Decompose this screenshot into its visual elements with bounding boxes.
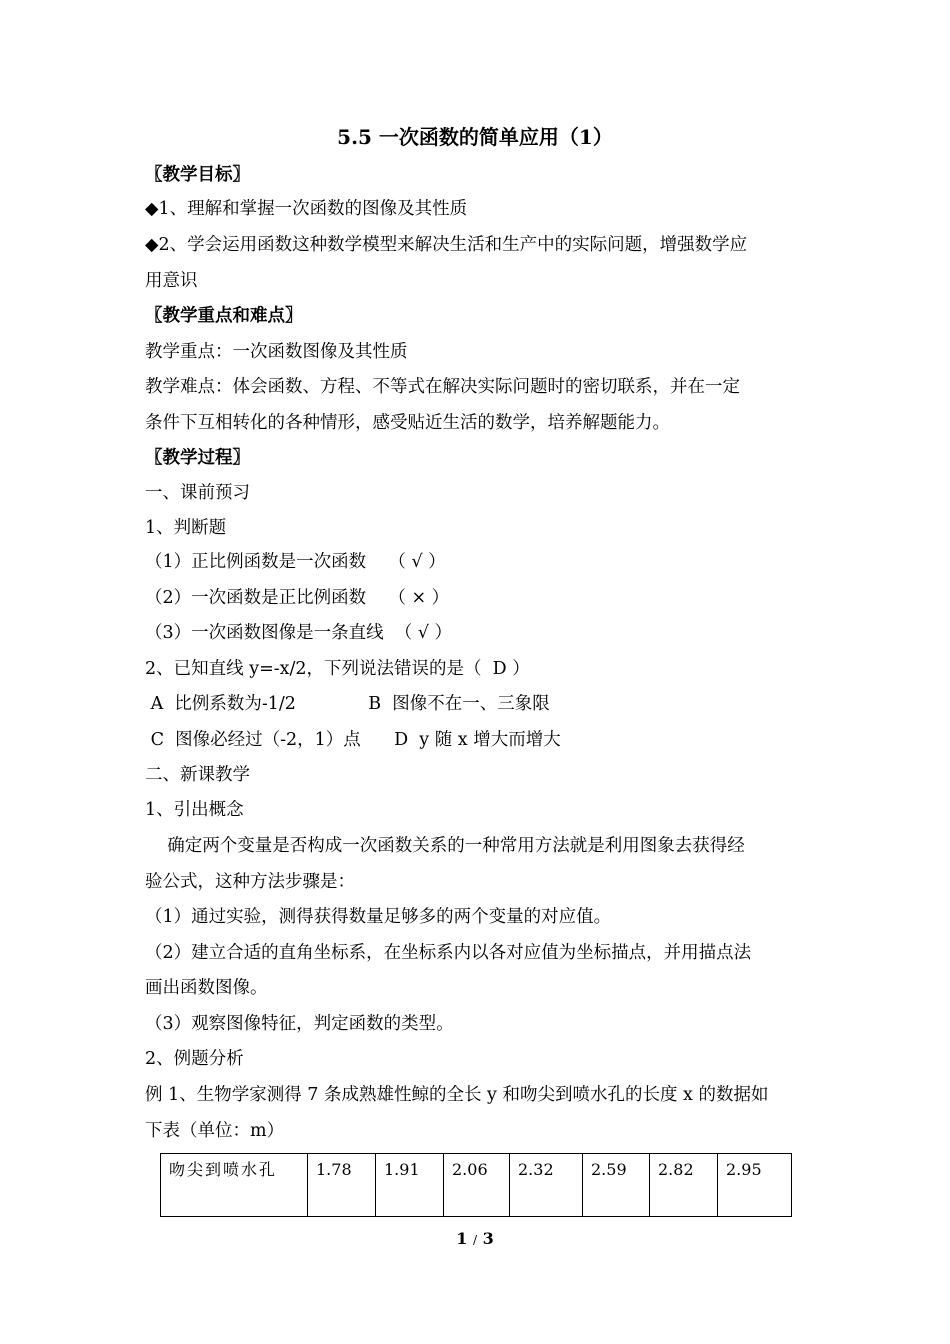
- question-2-options-ab: A 比例系数为-1/2 B 图像不在一、三象限: [145, 694, 550, 714]
- table-cell: 2.32: [510, 1154, 583, 1217]
- question-2: 2、已知直线 y=-x/2，下列说法错误的是（ D ）: [145, 659, 530, 679]
- table-row: [161, 1154, 792, 1217]
- question-1-item-1: （1）正比例函数是一次函数 （ √ ）: [145, 552, 446, 572]
- concept-paragraph-line-1: 确定两个变量是否构成一次函数关系的一种常用方法就是利用图象去获得经: [145, 836, 745, 856]
- table-cell: 1.91: [376, 1154, 444, 1217]
- table-header-cell: 吻尖到喷水孔: [161, 1154, 308, 1217]
- table-cell: 2.06: [444, 1154, 510, 1217]
- page-number: [0, 1228, 950, 1251]
- example-heading: 2、例题分析: [145, 1049, 244, 1069]
- difficulty-line-1: 教学难点：体会函数、方程、不等式在解决实际问题时的密切联系，并在一定: [145, 377, 740, 397]
- page-separator: /: [472, 1233, 478, 1247]
- table-cell: 2.59: [583, 1154, 650, 1217]
- step-1: （1）通过实验，测得获得数量足够多的两个变量的对应值。: [145, 907, 612, 927]
- key-point: 教学重点：一次函数图像及其性质: [145, 342, 408, 362]
- concept-heading: 1、引出概念: [145, 800, 244, 820]
- example-1-line-1: 例 1、生物学家测得 7 条成熟雄性鲸的全长 y 和吻尖到喷水孔的长度 x 的数据如: [145, 1085, 769, 1105]
- page-title: 5.5 一次函数的简单应用（1）: [337, 125, 613, 149]
- table-cell: 2.95: [718, 1154, 792, 1217]
- difficulty-line-2: 条件下互相转化的各种情形，感受贴近生活的数学，培养解题能力。: [145, 413, 670, 433]
- total-pages: 3: [482, 1229, 494, 1248]
- question-1-item-2: （2）一次函数是正比例函数 （ × ）: [145, 588, 450, 608]
- table-cell: 2.82: [650, 1154, 718, 1217]
- concept-paragraph-line-2: 验公式，这种方法步骤是：: [145, 872, 355, 892]
- step-2-line-1: （2）建立合适的直角坐标系，在坐标系内以各对应值为坐标描点，并用描点法: [145, 943, 752, 963]
- table-cell: 1.78: [308, 1154, 376, 1217]
- step-3: （3）观察图像特征，判定函数的类型。: [145, 1014, 454, 1034]
- key-difficulty-heading: 〖教学重点和难点〗: [145, 306, 303, 326]
- part-2-heading: 二、新课教学: [145, 765, 250, 785]
- goal-2-line-1: ◆2、学会运用函数这种数学模型来解决生活和生产中的实际问题，增强数学应: [145, 235, 748, 255]
- example-1-line-2: 下表（单位：m）: [145, 1121, 285, 1141]
- process-heading: 〖教学过程〗: [145, 448, 250, 468]
- goals-heading: 〖教学目标〗: [145, 165, 250, 185]
- question-2-options-cd: C 图像必经过（-2，1）点 D y 随 x 增大而增大: [145, 730, 561, 750]
- whale-data-table: [160, 1153, 792, 1217]
- part-1-heading: 一、课前预习: [145, 483, 250, 503]
- question-1-item-3: （3）一次函数图像是一条直线 （ √ ）: [145, 623, 453, 643]
- goal-2-line-2: 用意识: [145, 271, 198, 291]
- question-1: 1、判断题: [145, 518, 227, 538]
- current-page: 1: [456, 1229, 468, 1248]
- goal-1: ◆1、理解和掌握一次函数的图像及其性质: [145, 199, 468, 219]
- step-2-line-2: 画出函数图像。: [145, 978, 268, 998]
